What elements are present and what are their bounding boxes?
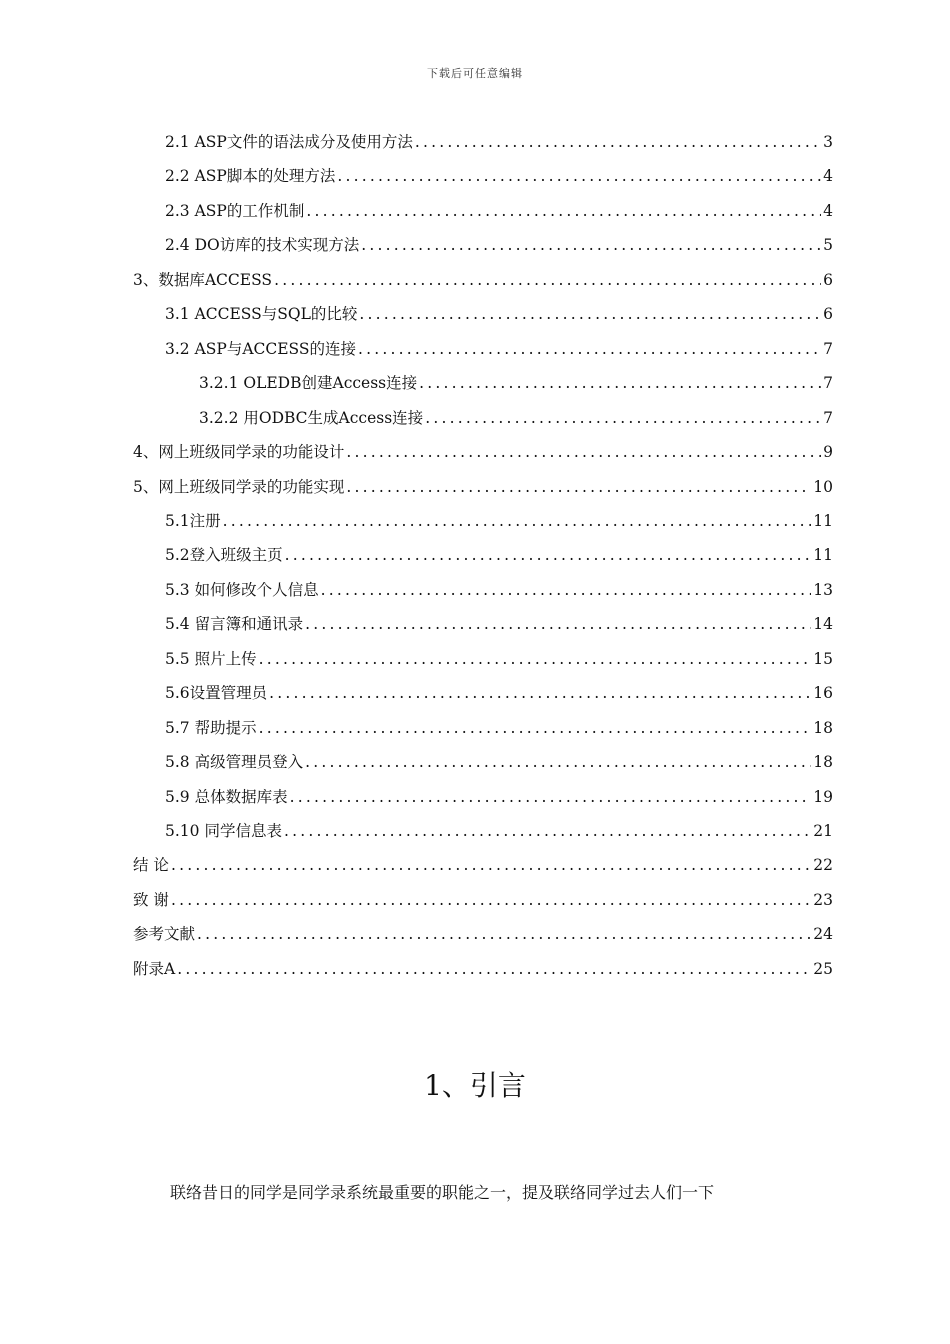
toc-entry-title: 5.6设置管理员	[165, 684, 268, 703]
toc-entry[interactable]	[165, 329, 833, 359]
toc-entry-page-number: 24	[813, 925, 833, 944]
toc-entry-title: 2.2 ASP脚本的处理方法	[165, 167, 336, 186]
toc-dot-leader	[259, 718, 812, 738]
toc-entry-title: 参考文献	[133, 925, 196, 944]
toc-dot-leader	[415, 132, 821, 152]
toc-entry[interactable]	[165, 570, 833, 600]
toc-entry-title: 5.10 同学信息表	[165, 822, 282, 840]
toc-dot-leader	[269, 683, 811, 703]
toc-entry-page-number: 9	[823, 443, 833, 462]
toc-entry-title: 5.1注册	[165, 511, 221, 530]
toc-dot-leader	[305, 614, 811, 634]
toc-dot-leader	[359, 304, 821, 324]
page-header-note: 下载后可任意编辑	[427, 67, 523, 80]
toc-entry-title: 5.5 照片上传	[165, 649, 257, 668]
toc-entry-page-number: 22	[813, 856, 833, 875]
toc-entry[interactable]	[165, 811, 833, 841]
toc-dot-leader	[305, 752, 811, 772]
toc-entry[interactable]	[133, 914, 833, 944]
toc-entry-page-number: 21	[813, 822, 833, 840]
toc-entry-page-number: 16	[813, 684, 833, 703]
toc-entry-page-number: 5	[823, 236, 833, 255]
toc-entry-page-number: 7	[823, 408, 833, 427]
toc-entry-title: 5.8 高级管理员登入	[165, 753, 304, 772]
toc-entry-page-number: 4	[823, 201, 833, 220]
toc-entry-title: 3.1 ACCESS与SQL的比较	[165, 305, 358, 324]
toc-entry-title: 5.7 帮助提示	[165, 718, 257, 737]
toc-dot-leader	[259, 649, 812, 669]
toc-entry[interactable]	[165, 708, 833, 738]
toc-entry[interactable]	[133, 432, 833, 462]
toc-entry-page-number: 25	[813, 959, 833, 978]
toc-entry[interactable]	[165, 501, 833, 531]
toc-dot-leader	[361, 235, 821, 255]
toc-entry-title: 5.2登入班级主页	[165, 546, 283, 565]
toc-entry[interactable]	[165, 673, 833, 703]
toc-entry-page-number: 14	[813, 615, 833, 634]
toc-entry-page-number: 15	[813, 649, 833, 668]
toc-entry-page-number: 10	[813, 477, 833, 496]
toc-entry[interactable]	[199, 363, 833, 393]
toc-dot-leader	[290, 787, 812, 807]
toc-entry-page-number: 11	[813, 546, 833, 565]
toc-entry-page-number: 3	[823, 133, 833, 151]
toc-entry[interactable]	[165, 191, 833, 221]
body-paragraph: 联络昔日的同学是同学录系统最重要的职能之一，提及联络同学过去人们一下	[170, 1183, 715, 1202]
toc-entry-title: 3.2.1 OLEDB创建Access连接	[199, 374, 418, 393]
toc-entry-page-number: 7	[823, 374, 833, 393]
toc-entry[interactable]	[165, 604, 833, 634]
toc-entry-page-number: 19	[813, 787, 833, 806]
toc-entry-page-number: 6	[823, 270, 833, 289]
toc-dot-leader	[171, 890, 811, 910]
toc-entry-page-number: 13	[813, 580, 833, 599]
toc-entry-page-number: 18	[813, 753, 833, 772]
toc-entry-title: 2.3 ASP的工作机制	[165, 201, 305, 220]
toc-entry-title: 5、网上班级同学录的功能实现	[133, 477, 345, 496]
toc-dot-leader	[197, 924, 811, 944]
toc-entry-title: 2.4 DO访库的技术实现方法	[165, 236, 360, 255]
toc-entry-title: 附录A	[133, 959, 176, 978]
toc-dot-leader	[274, 270, 821, 290]
toc-dot-leader	[358, 339, 821, 359]
toc-entry-title: 致 谢	[133, 890, 169, 909]
toc-entry[interactable]	[165, 294, 833, 324]
toc-dot-leader	[171, 855, 811, 875]
toc-entry-title: 4、网上班级同学录的功能设计	[133, 443, 345, 462]
toc-entry-title: 5.9 总体数据库表	[165, 787, 288, 806]
toc-dot-leader	[346, 477, 811, 497]
toc-entry-page-number: 23	[813, 890, 833, 909]
toc-entry-page-number: 11	[813, 511, 833, 530]
toc-entry[interactable]	[165, 156, 833, 186]
section-heading: 1、引言	[424, 1069, 526, 1102]
toc-dot-leader	[337, 166, 821, 186]
toc-entry[interactable]	[165, 777, 833, 807]
toc-entry[interactable]	[133, 880, 833, 910]
toc-entry-title: 5.3 如何修改个人信息	[165, 580, 319, 599]
toc-entry[interactable]	[133, 260, 833, 290]
toc-entry[interactable]	[165, 225, 833, 255]
toc-entry-page-number: 18	[813, 718, 833, 737]
toc-entry-title: 3.2.2 用ODBC生成Access连接	[199, 408, 424, 427]
toc-dot-leader	[346, 442, 821, 462]
toc-entry-page-number: 6	[823, 305, 833, 324]
toc-dot-leader	[321, 580, 812, 600]
toc-entry-page-number: 4	[823, 167, 833, 186]
toc-entry[interactable]	[165, 639, 833, 669]
toc-entry-title: 2.1 ASP文件的语法成分及使用方法	[165, 133, 413, 151]
toc-entry[interactable]	[199, 398, 833, 428]
toc-entry[interactable]	[133, 845, 833, 875]
toc-dot-leader	[306, 201, 821, 221]
toc-entry-title: 3、数据库ACCESS	[133, 270, 273, 289]
toc-entry[interactable]	[165, 742, 833, 772]
toc-dot-leader	[223, 511, 812, 531]
toc-entry-page-number: 7	[823, 339, 833, 358]
toc-dot-leader	[284, 821, 811, 841]
toc-entry-title: 3.2 ASP与ACCESS的连接	[165, 339, 357, 358]
toc-dot-leader	[177, 959, 811, 979]
toc-dot-leader	[285, 545, 812, 565]
toc-entry-title: 5.4 留言簿和通讯录	[165, 615, 304, 634]
toc-entry[interactable]	[165, 535, 833, 565]
toc-dot-leader	[419, 373, 821, 393]
toc-dot-leader	[425, 408, 821, 428]
toc-entry-title: 结 论	[133, 856, 169, 875]
toc-entry[interactable]	[133, 467, 833, 497]
toc-entry[interactable]	[133, 949, 833, 979]
toc-entry[interactable]	[165, 122, 833, 152]
